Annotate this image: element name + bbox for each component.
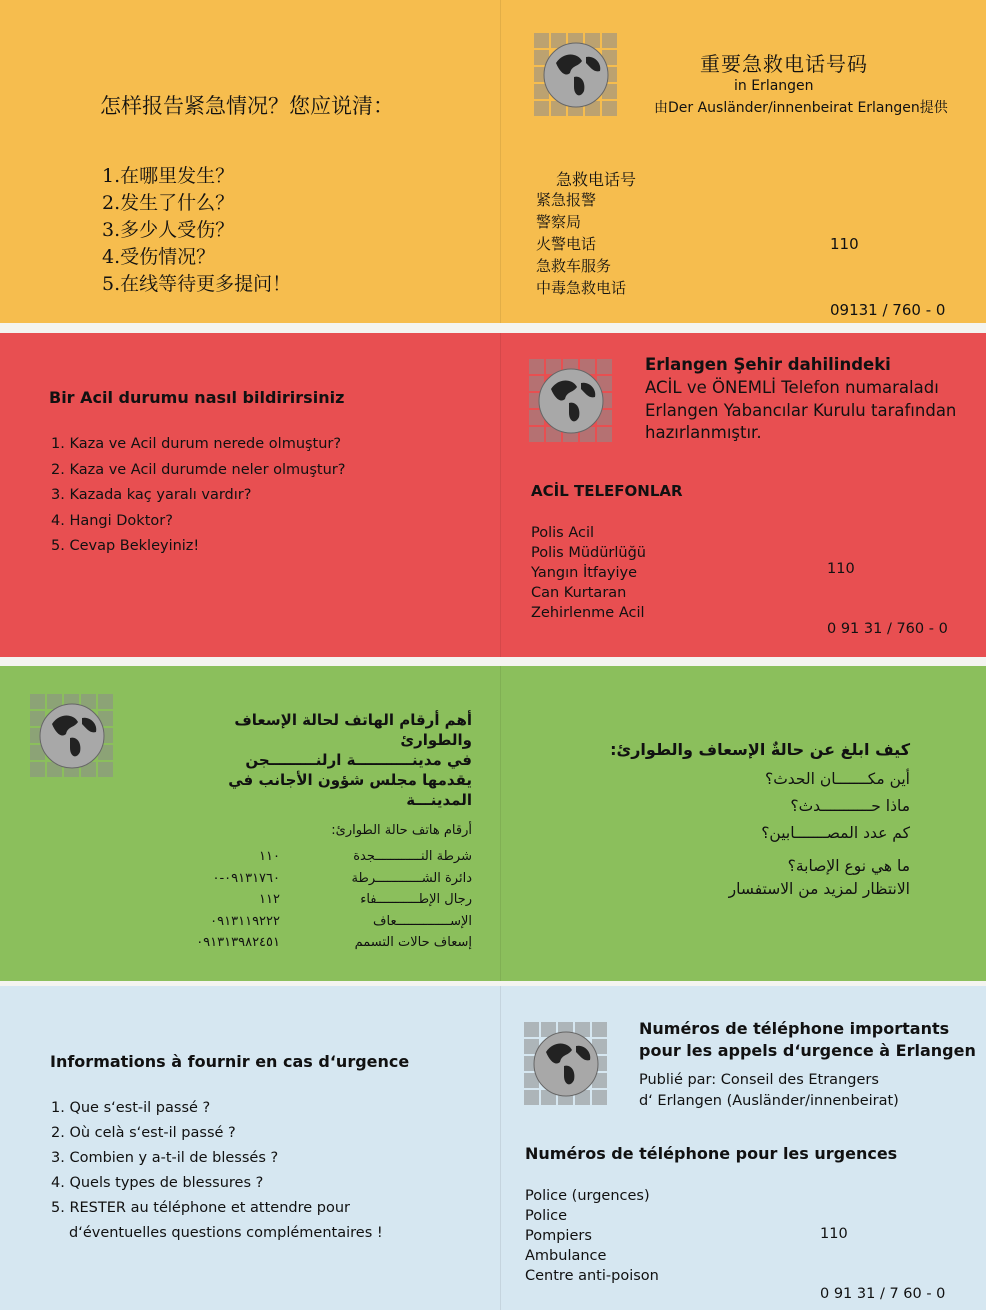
question-item: 3. Combien y a-t-il de blessés ? [51, 1150, 279, 1166]
question-item: الانتظار لمزيد من الاستفسار [728, 880, 910, 898]
entry-number: 09131 / 760 - 0 [830, 301, 946, 319]
turkish-card [0, 333, 986, 657]
title-line: يقدمها مجلس شؤون الأجانب في المدينـــة [228, 771, 472, 809]
entry-label: 火警电话 [536, 235, 597, 253]
label-column [300, 846, 472, 954]
french-card [0, 986, 986, 1310]
subtitle-line: ACİL ve ÖNEMLİ Telefon numaraladı [645, 378, 939, 397]
entry-label: 警察局 [536, 213, 582, 231]
globe-logo-icon [534, 33, 620, 119]
title-line: pour les appels d‘urgence à Erlangen [639, 1041, 976, 1060]
question-list [102, 163, 291, 298]
question-item: كم عدد المصـــــــابين؟ [761, 824, 910, 842]
question-item: 5.在线等待更多提问！ [102, 273, 292, 295]
fold-line [500, 986, 501, 1310]
question-item: 2.发生了什么？ [102, 192, 235, 214]
subtitle-line: hazırlanmıştır. [645, 423, 762, 442]
question-item: 5. RESTER au téléphone et attendre pour [51, 1200, 350, 1216]
question-heading: Informations à fournir en cas d‘urgence [50, 1052, 410, 1071]
number-column [150, 846, 280, 954]
entry-label: Polis Müdürlüğü [531, 545, 646, 561]
question-item: أين مكـــــــان الحدث؟ [764, 770, 910, 788]
numbers-heading: ACİL TELEFONLAR [531, 482, 683, 500]
question-item: 3. Kazada kaç yaralı vardır? [51, 487, 252, 503]
label-column [531, 523, 646, 623]
entry-label: Centre anti-poison [525, 1268, 659, 1284]
question-heading: 怎样报告紧急情况？您应说清： [100, 94, 394, 118]
question-item: 5. Cevap Bekleyiniz! [51, 538, 200, 554]
globe-logo-icon [30, 694, 116, 780]
title-line: في مدينـــــــــــة ارلنـــــــــجن [245, 751, 472, 769]
question-item: ما هي نوع الإصابة؟ [787, 857, 910, 875]
question-list [640, 766, 910, 903]
entry-number: ٠٩١٣١٧٦٠-٠ [212, 870, 280, 886]
entry-label: 紧急报警 [536, 191, 597, 209]
question-heading: Bir Acil durumu nasıl bildirirsiniz [49, 388, 345, 407]
arabic-card [0, 666, 986, 981]
question-item: 1.在哪里发生？ [102, 165, 235, 187]
card-location: in Erlangen [734, 78, 814, 94]
entry-label: الإســــــــــــــعاف [373, 913, 472, 929]
entry-label: Police (urgences) [525, 1188, 650, 1204]
entry-label: Ambulance [525, 1248, 607, 1264]
number-column [827, 519, 970, 657]
entry-label: Yangın İtfayiye [531, 565, 638, 581]
entry-label: رجال الإطـــــــــــفاء [360, 892, 472, 907]
title-line: أهم أرقام الهاتف لحالة الإسعاف والطوارئ [234, 711, 472, 749]
question-item: 1. Que s‘est-il passé ? [51, 1100, 211, 1116]
entry-label: إسعاف حالات التسمم [354, 935, 472, 950]
question-item: 2. Kaza ve Acil durumde neler olmuştur? [51, 461, 346, 478]
question-item: 1. Kaza ve Acil durum nerede olmuştur? [51, 436, 342, 452]
entry-number: ١١٢ [259, 892, 280, 907]
question-item: ماذا حـــــــــــدث؟ [790, 797, 910, 815]
numbers-heading: أرقام هاتف حالة الطوارئ: [331, 823, 472, 838]
entry-label: Pompiers [525, 1228, 592, 1244]
card-title [200, 710, 472, 810]
question-list [51, 432, 345, 560]
globe-logo-icon [524, 1022, 610, 1108]
card-title: 重要急救电话号码 [700, 52, 868, 76]
entry-label: 中毒急救电话 [536, 279, 627, 297]
label-column [525, 1186, 659, 1286]
entry-label: Can Kurtaran [531, 585, 627, 601]
question-list [51, 1096, 383, 1246]
question-item: d‘éventuelles questions complémentaires ! [69, 1225, 383, 1241]
numbers-heading: Numéros de téléphone pour les urgences [525, 1144, 898, 1163]
card-publisher [639, 1070, 899, 1112]
card-provider: 由Der Ausländer/innenbeirat Erlangen提供 [654, 100, 948, 116]
globe-logo-icon [529, 359, 615, 445]
card-title: Erlangen Şehir dahilindeki [645, 355, 891, 374]
question-item: 4. Quels types de blessures ? [51, 1175, 264, 1191]
title-line: Numéros de téléphone importants [639, 1019, 950, 1038]
entry-number: 0 91 31 / 760 - 0 [827, 621, 948, 637]
chinese-card [0, 0, 986, 323]
question-heading: كيف ابلغ عن حالةٌ الإسعاف والطوارئ: [610, 740, 910, 759]
entry-number: ٠٩١٣١٣٩٨٢٤٥١ [196, 935, 280, 950]
entry-number: 110 [827, 561, 855, 577]
card-title [639, 1018, 976, 1062]
fold-line [500, 0, 501, 323]
question-item: 4. Hangi Doktor? [51, 512, 173, 529]
entry-label: Police [525, 1208, 568, 1224]
fold-line [500, 666, 501, 981]
entry-label: 急救车服务 [536, 257, 612, 275]
question-item: 2. Où celà s‘est-il passé ? [51, 1125, 236, 1141]
number-column [820, 1184, 963, 1310]
entry-label: شرطة النــــــــــــجدة [353, 849, 472, 864]
numbers-heading: 急救电话号 [556, 170, 637, 189]
entry-number: ٠٩١٣١١٩٢٢٢ [210, 913, 280, 929]
entry-label: Zehirlenme Acil [531, 605, 645, 621]
subtitle-line: Erlangen Yabancılar Kurulu tarafından [645, 400, 957, 420]
fold-line [500, 333, 501, 657]
entry-number: 110 [830, 235, 859, 253]
entry-number: ١١٠ [259, 849, 280, 864]
card-subtitle [645, 377, 956, 445]
publisher-line: Publié par: Conseil des Etrangers [639, 1072, 879, 1088]
entry-number: 110 [820, 1226, 848, 1242]
number-column [830, 189, 969, 323]
label-column [536, 189, 626, 299]
question-item: 3.多少人受伤？ [102, 219, 235, 241]
entry-label: دائرة الشــــــــــــرطة [351, 870, 472, 886]
publisher-line: d‘ Erlangen (Ausländer/innenbeirat) [639, 1093, 899, 1109]
entry-label: Polis Acil [531, 525, 595, 541]
question-item: 4.受伤情况？ [102, 246, 216, 268]
entry-number: 0 91 31 / 7 60 - 0 [820, 1286, 946, 1302]
